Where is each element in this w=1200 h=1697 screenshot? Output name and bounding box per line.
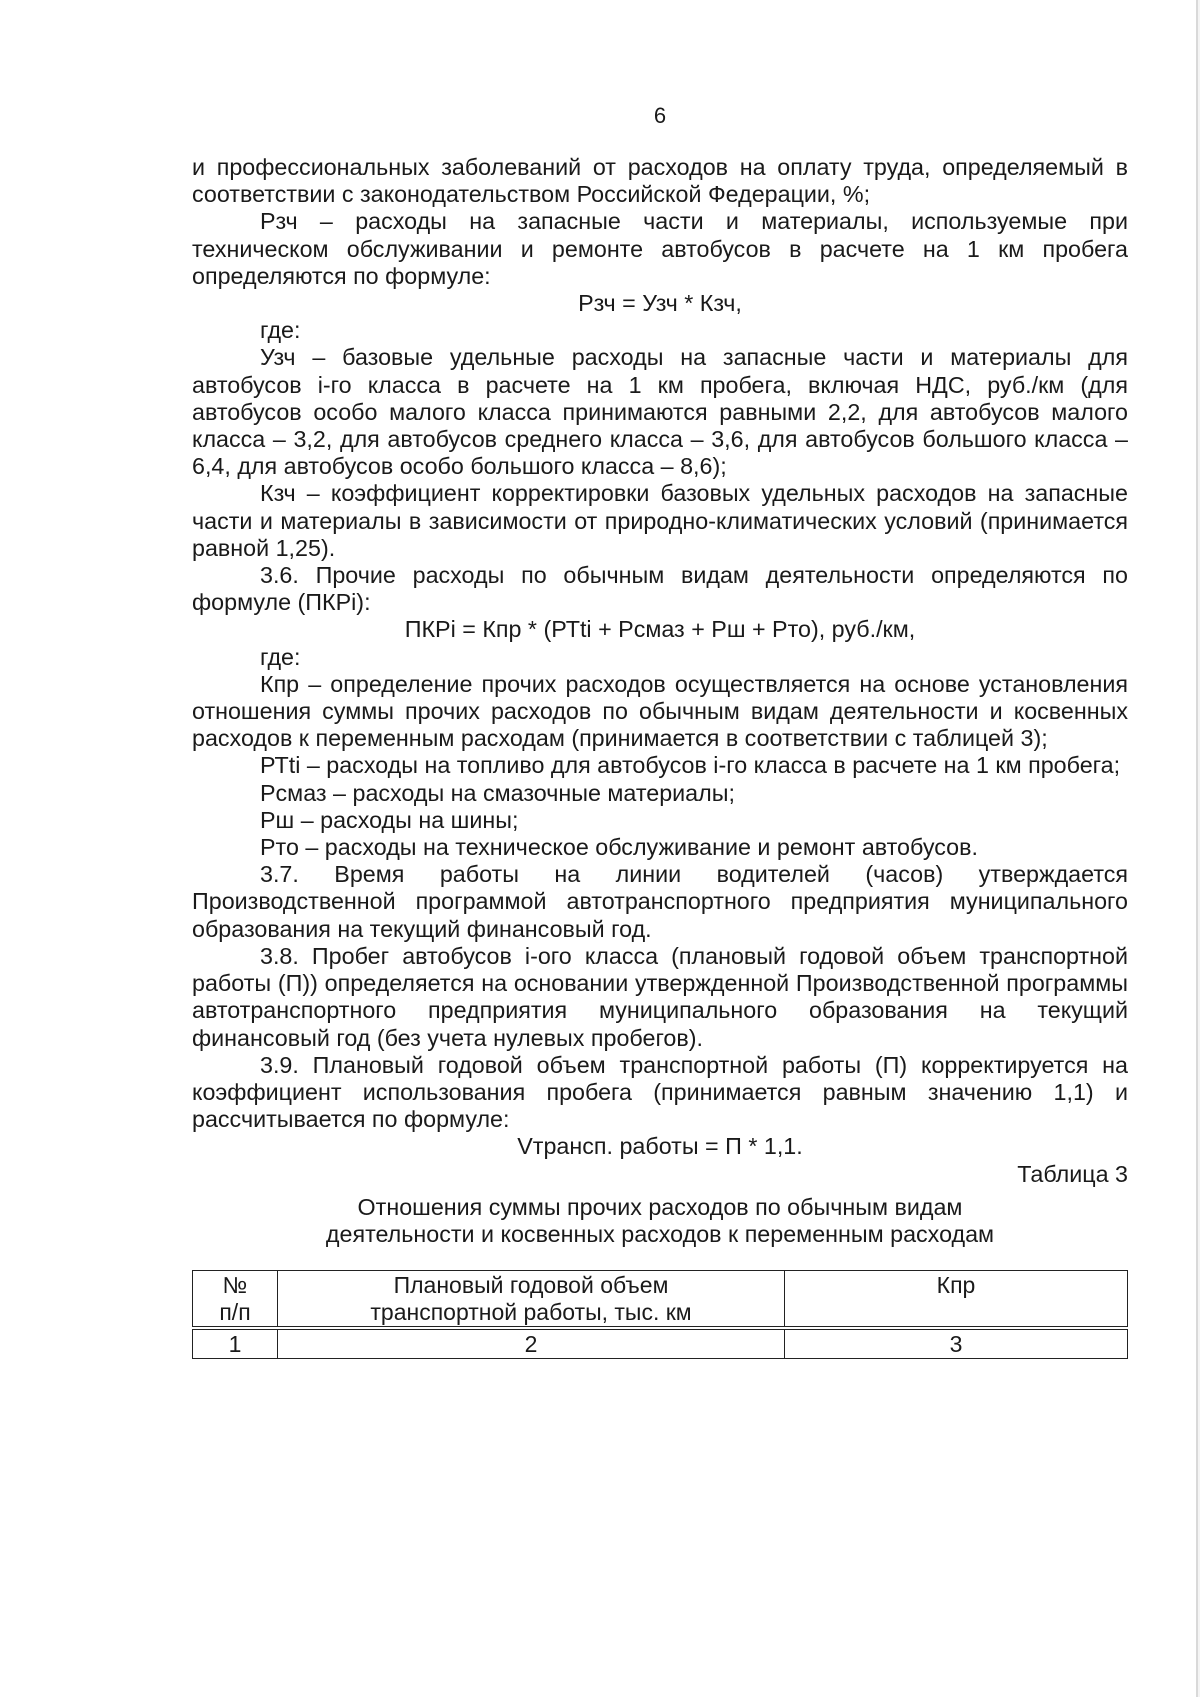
- table-numbering-row: [193, 1328, 1128, 1359]
- header-cell-kpr: [785, 1271, 1128, 1329]
- where-label: где:: [260, 317, 301, 344]
- table-title-line: Отношения суммы прочих расходов по обычным видам: [357, 1193, 963, 1220]
- paragraph: 3.6. Прочие расходы по обычным видам деятельности определяются по формуле (ПКРi):: [192, 562, 1128, 616]
- paragraph: Кпр – определение прочих расходов осуществляется на основе установления отношения суммы прочих расходов по обычным видам деятельности и косвенных расходов к переменным расходам (принимается в соответствии с таблицей 3);: [192, 670, 1128, 752]
- numbering-cell: 1: [193, 1328, 278, 1359]
- where-label: где:: [260, 643, 301, 670]
- paragraph: 3.9. Плановый годовой объем транспортной работы (П) корректируется на коэффициент использования пробега (принимается равным значению 1,1) и рассчитывается по формуле:: [192, 1051, 1128, 1133]
- table-label: Таблица 3: [1017, 1160, 1128, 1187]
- document-body: [192, 154, 1128, 1359]
- header-cell-text: п/п: [219, 1299, 251, 1326]
- paragraph: Рш – расходы на шины;: [260, 806, 519, 833]
- header-cell-text: транспортной работы, тыс. км: [370, 1299, 692, 1326]
- paragraph: Рто – расходы на техническое обслуживание и ремонт автобусов.: [260, 834, 978, 861]
- paragraph: РТti – расходы на топливо для автобусов i-го класса в расчете на 1 км пробега;: [260, 752, 1121, 779]
- formula-rzch: Рзч = Узч * Кзч,: [578, 290, 742, 317]
- numbering-cell: 3: [785, 1328, 1128, 1359]
- page-number: 6: [653, 103, 667, 128]
- paragraph: Узч – базовые удельные расходы на запасные части и материалы для автобусов i-го класса в расчете на 1 км пробега, включая НДС, руб./км (для автобусов особо малого класса принимаются равными 2,2, для автобусов малого класса – 3,2, для автобусов среднего класса – 3,6, для автобусов большого класса – 6,4, для автобусов особо большого класса – 8,6);: [192, 344, 1128, 480]
- header-cell-text: Плановый годовой объем: [393, 1272, 669, 1299]
- table-title-line: деятельности и косвенных расходов к переменным расходам: [325, 1220, 995, 1247]
- paragraph: Кзч – коэффициент корректировки базовых удельных расходов на запасные части и материалы в зависимости от природно-климатических условий (принимается равной 1,25).: [192, 480, 1128, 561]
- header-cell-volume: [278, 1271, 785, 1329]
- header-cell-text: №: [222, 1272, 248, 1299]
- paragraph: 3.8. Пробег автобусов i-ого класса (плановый годовой объем транспортной работы (П)) определяется на основании утвержденной Производственной программы автотранспортного предприятия муниципального образования на текущий финансовый год (без учета нулевых пробегов).: [192, 942, 1128, 1051]
- header-cell-number: [193, 1271, 278, 1329]
- formula-vtransp: Vтрансп. работы = П * 1,1.: [517, 1133, 803, 1160]
- table-3: [192, 1270, 1128, 1359]
- paragraph: Рсмаз – расходы на смазочные материалы;: [260, 779, 735, 806]
- paragraph: 3.7. Время работы на линии водителей (часов) утверждается Производственной программой автотранспортного предприятия муниципального образования на текущий финансовый год.: [192, 861, 1128, 942]
- header-cell-text: Кпр: [936, 1272, 976, 1299]
- paragraph: Рзч – расходы на запасные части и материалы, используемые при техническом обслуживании и ремонте автобусов в расчете на 1 км пробега определяются по формуле:: [192, 208, 1128, 289]
- numbering-cell: 2: [278, 1328, 785, 1359]
- formula-pkri: ПКРi = Кпр * (РТti + Рсмаз + Рш + Рто), руб./км,: [404, 616, 916, 643]
- table-header-row: [193, 1271, 1128, 1329]
- paragraph: и профессиональных заболеваний от расходов на оплату труда, определяемый в соответствии с законодательством Российской Федерации, %;: [192, 154, 1128, 208]
